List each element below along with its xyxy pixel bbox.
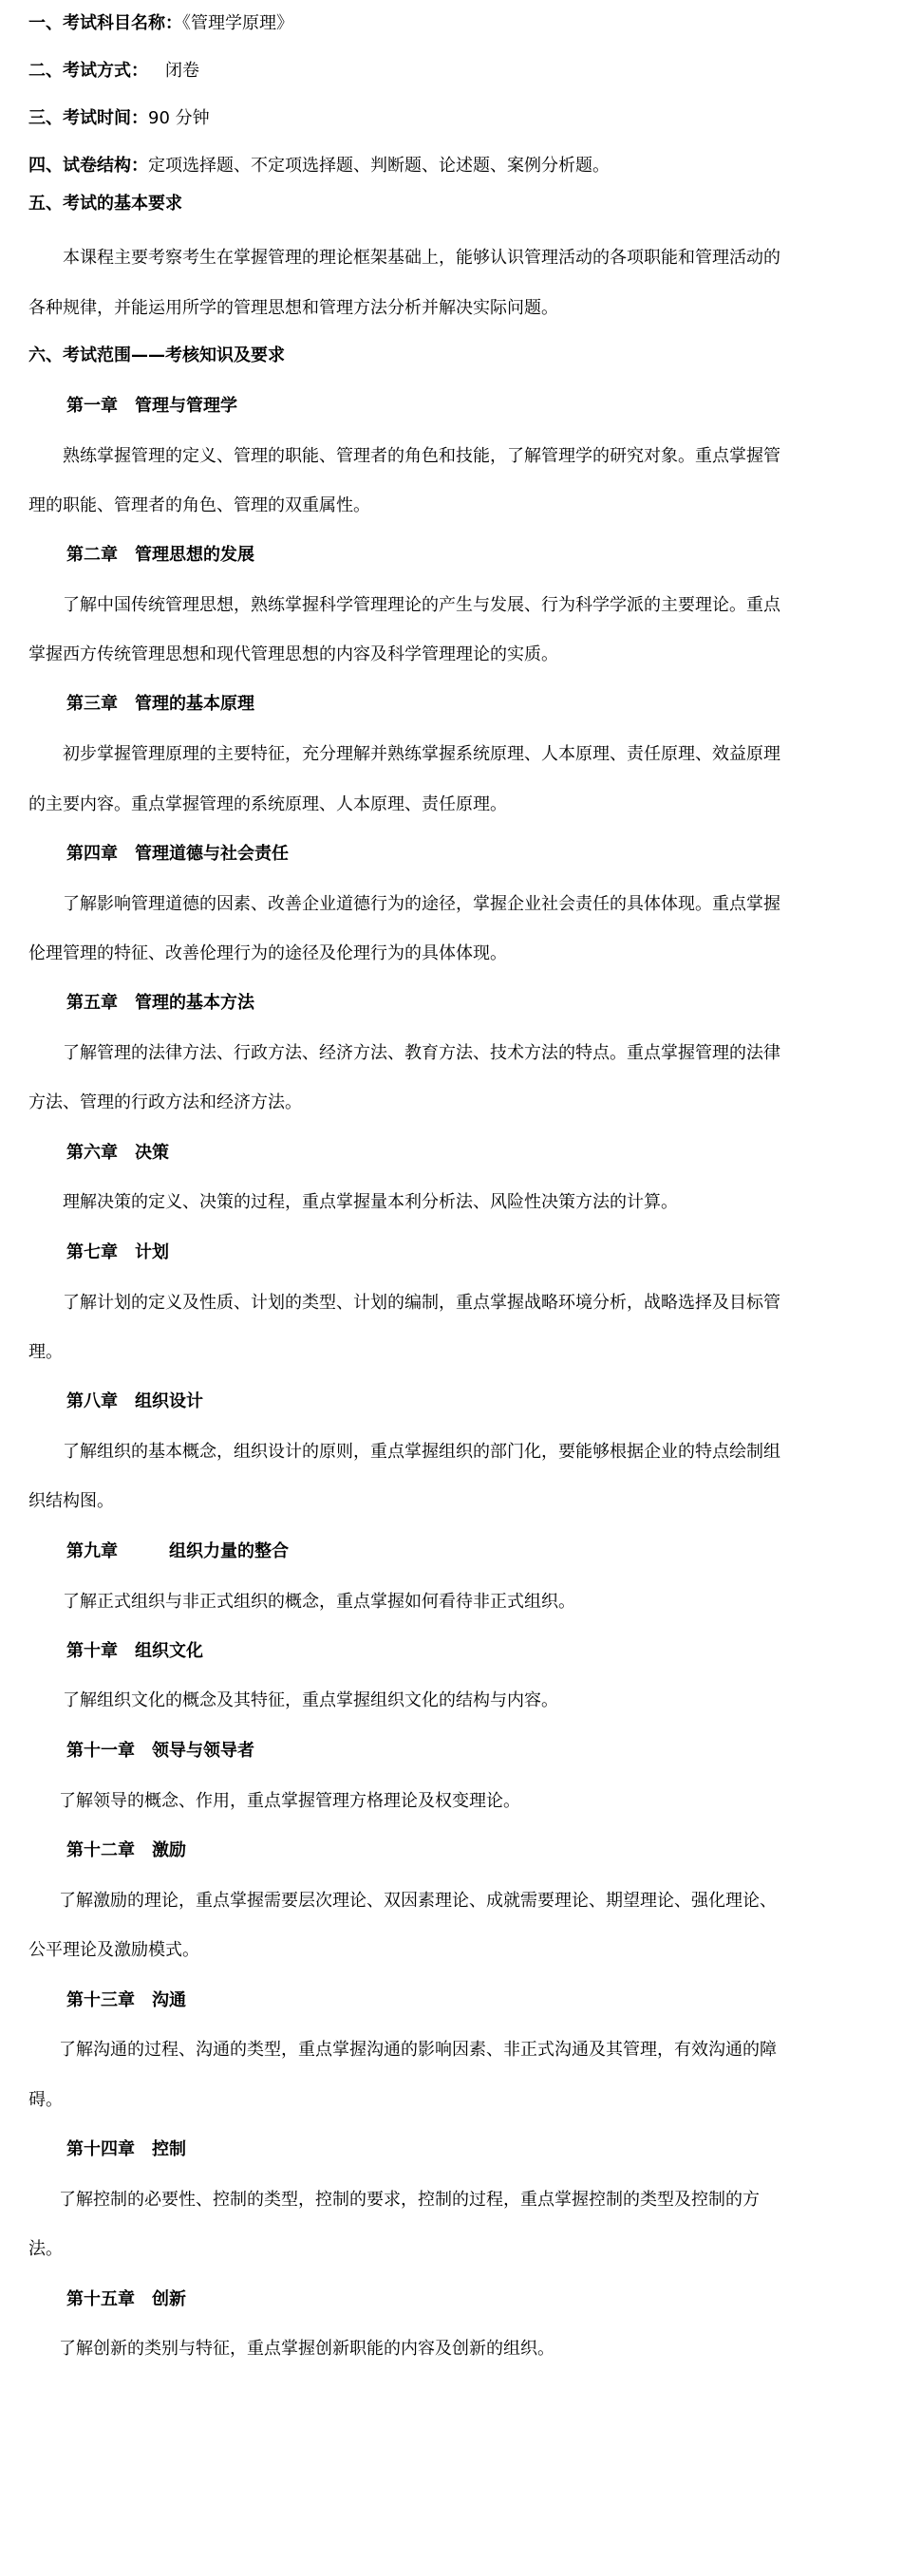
chapter-text-line1: 了解组织的基本概念，组织设计的原则，重点掌握组织的部门化，要能够根据企业的特点绘制组 xyxy=(63,1442,780,1462)
chapter-title: 第五章 管理的基本方法 xyxy=(66,993,254,1013)
section2-label: 二、考试方式： xyxy=(28,61,148,81)
section4-value: 定项选择题、不定项选择题、判断题、论述题、案例分析题。 xyxy=(148,156,610,176)
section6-title: 六、考试范围——考核知识及要求 xyxy=(28,345,285,365)
chapter-text-line1: 了解创新的类别与特征，重点掌握创新职能的内容及创新的组织。 xyxy=(59,2339,554,2359)
chapter-text-line1: 了解领导的概念、作用，重点掌握管理方格理论及权变理论。 xyxy=(59,1791,520,1811)
chapter-title: 第十二章 激励 xyxy=(66,1840,186,1860)
chapter-text-line2: 织结构图。 xyxy=(28,1491,114,1511)
section4-label: 四、试卷结构： xyxy=(28,156,148,176)
section4 xyxy=(28,155,610,177)
chapter-title: 第二章 管理思想的发展 xyxy=(66,545,254,565)
chapter-title: 第十一章 领导与领导者 xyxy=(66,1741,254,1761)
chapter-title: 第七章 计划 xyxy=(66,1242,169,1262)
chapter-text-line1: 了解管理的法律方法、行政方法、经济方法、教育方法、技术方法的特点。重点掌握管理的法律 xyxy=(63,1043,780,1063)
chapter-text-line1: 了解沟通的过程、沟通的类型，重点掌握沟通的影响因素、非正式沟通及其管理，有效沟通的障 xyxy=(59,2040,777,2060)
chapter-text-line2: 公平理论及激励模式。 xyxy=(28,1940,199,1960)
chapter-title: 第三章 管理的基本原理 xyxy=(66,694,254,714)
section1 xyxy=(28,12,293,35)
section5-title: 五、考试的基本要求 xyxy=(28,194,182,214)
section1-value: 《管理学原理》 xyxy=(182,13,293,33)
chapter-title: 第四章 管理道德与社会责任 xyxy=(66,844,289,864)
chapter-text-line2: 理的职能、管理者的角色、管理的双重属性。 xyxy=(28,495,370,515)
chapter-text-line2: 方法、管理的行政方法和经济方法。 xyxy=(28,1092,302,1112)
section1-label: 一、考试科目名称： xyxy=(28,13,182,33)
chapter-text-line1: 了解正式组织与非正式组织的概念，重点掌握如何看待非正式组织。 xyxy=(63,1592,575,1612)
chapter-title: 第十四章 控制 xyxy=(66,2139,186,2159)
chapter-title: 第六章 决策 xyxy=(66,1143,169,1163)
chapter-text-line2: 理。 xyxy=(28,1342,63,1362)
section3 xyxy=(28,107,210,130)
chapter-title: 第九章 组织力量的整合 xyxy=(66,1541,289,1561)
section2-value: 闭卷 xyxy=(165,61,199,81)
chapter-text-line1: 了解计划的定义及性质、计划的类型、计划的编制，重点掌握战略环境分析，战略选择及目标管 xyxy=(63,1293,780,1313)
chapter-text-line1: 了解激励的理论，重点掌握需要层次理论、双因素理论、成就需要理论、期望理论、强化理论、 xyxy=(59,1891,777,1911)
chapter-title: 第十五章 创新 xyxy=(66,2289,186,2309)
chapter-title: 第一章 管理与管理学 xyxy=(66,396,237,416)
chapter-title: 第十章 组织文化 xyxy=(66,1641,203,1661)
chapter-text-line1: 理解决策的定义、决策的过程，重点掌握量本利分析法、风险性决策方法的计算。 xyxy=(63,1192,678,1212)
chapter-text-line2: 伦理管理的特征、改善伦理行为的途径及伦理行为的具体体现。 xyxy=(28,943,507,963)
chapter-text-line1: 了解影响管理道德的因素、改善企业道德行为的途径，掌握企业社会责任的具体体现。重点掌握 xyxy=(63,894,780,914)
chapter-title: 第八章 组织设计 xyxy=(66,1391,203,1411)
section3-value: 90 分钟 xyxy=(148,108,210,128)
chapter-text-line1: 了解中国传统管理思想，熟练掌握科学管理理论的产生与发展、行为科学学派的主要理论。重点 xyxy=(63,595,780,615)
chapter-title: 第十三章 沟通 xyxy=(66,1990,186,2010)
chapter-text-line2: 法。 xyxy=(28,2239,63,2259)
chapter-text-line2: 掌握西方传统管理思想和现代管理思想的内容及科学管理理论的实质。 xyxy=(28,644,558,664)
chapter-text-line2: 的主要内容。重点掌握管理的系统原理、人本原理、责任原理。 xyxy=(28,794,507,814)
section5-text-line2: 各种规律，并能运用所学的管理思想和管理方法分析并解决实际问题。 xyxy=(28,298,558,318)
chapter-text-line1: 熟练掌握管理的定义、管理的职能、管理者的角色和技能，了解管理学的研究对象。重点掌握管 xyxy=(63,446,780,466)
section3-label: 三、考试时间： xyxy=(28,108,148,128)
section5-text-line1: 本课程主要考察考生在掌握管理的理论框架基础上，能够认识管理活动的各项职能和管理活动的 xyxy=(63,248,780,268)
chapter-text-line2: 碍。 xyxy=(28,2090,63,2110)
chapter-text-line1: 了解控制的必要性、控制的类型，控制的要求，控制的过程，重点掌握控制的类型及控制的方 xyxy=(59,2190,760,2210)
chapter-text-line1: 了解组织文化的概念及其特征，重点掌握组织文化的结构与内容。 xyxy=(63,1690,558,1710)
chapter-text-line1: 初步掌握管理原理的主要特征，充分理解并熟练掌握系统原理、人本原理、责任原理、效益原理 xyxy=(63,744,780,764)
section2 xyxy=(28,60,199,83)
